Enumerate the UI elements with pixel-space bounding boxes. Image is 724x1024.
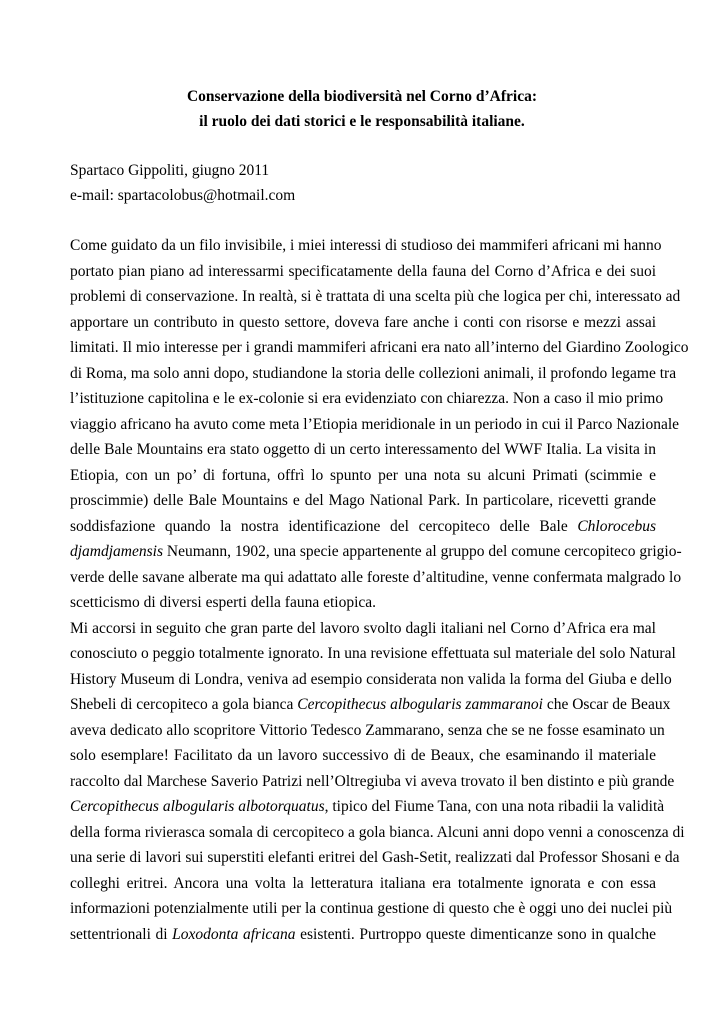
body-line [70,590,656,616]
species-name: Cercopithecus albogularis zammaranoi [297,696,543,713]
species-name: Cercopithecus albogularis albotorquatus [70,798,325,815]
body-text-run: verde delle savane alberate ma qui adattato alle foreste d’altitudine, venne confermata malgrado lo [70,568,682,586]
body-text-run: portato pian piano ad interessarmi specificatamente della fauna del Corno d’Africa e dei suoi [70,262,656,280]
body-line [70,718,665,744]
body-line [70,641,676,667]
body-line [70,743,656,769]
body-paragraphs [70,233,689,947]
body-line [70,259,656,285]
author-line: Spartaco Gippoliti, giugno 2011 [70,162,270,179]
body-text-run: Mi accorsi in seguito che gran parte del lavoro svolto dagli italiani nel Corno d’Africa era mal [70,619,656,637]
body-text-run: Shebeli di cercopiteco a gola bianca [70,696,298,713]
body-line [70,692,671,718]
body-text-run: esistenti. Purtroppo queste dimenticanze sono in qualche [295,925,656,943]
body-text-run: , tipico del Fiume Tana, con una nota ribadii la validità [324,798,665,815]
body-line [70,488,656,514]
body-line [70,820,685,846]
body-text-run: scetticismo di diversi esperti della fauna etiopica. [70,594,377,611]
body-line [70,896,673,922]
body-line [70,845,680,871]
body-line [70,769,675,795]
species-name: Loxodonta africana [172,925,296,943]
body-line [70,437,656,463]
body-text-run: informazioni potenzialmente utili per la continua gestione di questo che è oggi uno dei nuclei più [70,900,673,917]
body-text-run: della forma rivierasca somala di cercopiteco a gola bianca. Alcuni anni dopo venni a conoscenza di [70,823,685,841]
body-text-run: di Roma, ma solo anni dopo, studiandone la storia delle collezioni animali, il profondo legame tra [70,364,677,382]
body-text-run: proscimmie) delle Bale Mountains e del Mago National Park. In particolare, ricevetti grande [70,492,656,509]
species-name: djamdjamensis [70,543,163,560]
body-text-run: apportare un contributo in questo settore, doveva fare anche i conti con risorse e mezzi assai [70,313,656,331]
body-text-run: limitati. Il mio interesse per i grandi mammiferi africani era nato all’interno del Giardino Zoologico [70,339,689,356]
body-text-run: problemi di conservazione. In realtà, si è trattata di una scelta più che logica per chi, interessato ad [70,288,681,305]
body-text-run: solo esemplare! Facilitato da un lavoro successivo di de Beaux, che esaminando il materiale [70,747,656,764]
body-line [70,667,672,693]
body-line [70,794,665,820]
body-line [70,310,656,336]
body-line [70,361,677,387]
species-name: Chlorocebus [577,517,656,535]
body-line [70,463,656,489]
body-text-run: soddisfazione quando la nostra identificazione del cercopiteco delle Bale [70,517,578,535]
title-line-2: il ruolo dei dati storici e le responsabilità italiane. [199,113,525,130]
body-text-run: settentrionali di [70,925,173,943]
body-line [70,386,664,412]
body-text-run: viaggio africano ha avuto come meta l’Etiopia meridionale in un periodo in cui il Parco Nazionale [70,415,680,433]
body-text-run: conosciuto o peggio totalmente ignorato. In una revisione effettuata sul materiale del solo Natural [70,645,676,662]
body-text-run: Neumann, 1902, una specie appartenente al gruppo del comune cercopiteco grigio- [163,543,682,560]
body-text-run: che Oscar de Beaux [542,696,671,713]
body-line [70,284,681,310]
body-text-run: colleghi eritrei. Ancora una volta la letteratura italiana era totalmente ignorata e con essa [70,874,656,892]
body-line [70,922,656,948]
body-line [70,335,689,361]
body-line [70,616,656,642]
body-line [70,539,682,565]
email-line: e-mail: spartacolobus@hotmail.com [70,187,296,204]
body-text-run: l’istituzione capitolina e le ex-colonie si era evidenziato con chiarezza. Non a caso il mio primo [70,390,664,407]
body-text-run: History Museum di Londra, veniva ad esempio considerata non valida la forma del Giuba e dello [70,670,672,688]
body-line [70,412,680,438]
body-line [70,565,682,591]
body-line [70,871,656,897]
body-text-run: Etiopia, con un po’ di fortuna, offrì lo spunto per una nota su alcuni Primati (scimmie e [70,466,656,484]
body-text-run: Come guidato da un filo invisibile, i miei interessi di studioso dei mammiferi africani mi hanno [70,237,662,254]
title-line-1: Conservazione della biodiversità nel Corno d’Africa: [186,88,537,105]
body-text-run: aveva dedicato allo scopritore Vittorio Tedesco Zammarano, senza che se ne fosse esaminato un [70,721,665,739]
body-line [70,233,662,259]
body-text-run: raccolto dal Marchese Saverio Patrizi nell’Oltregiuba vi aveva trovato il ben distinto e più grande [70,772,675,790]
body-text-run: una serie di lavori sui superstiti elefanti eritrei del Gash-Setit, realizzati dal Professor Shosani e da [70,849,680,866]
body-line [70,514,656,540]
body-text-run: delle Bale Mountains era stato oggetto di un certo interessamento del WWF Italia. La visita in [70,441,656,458]
